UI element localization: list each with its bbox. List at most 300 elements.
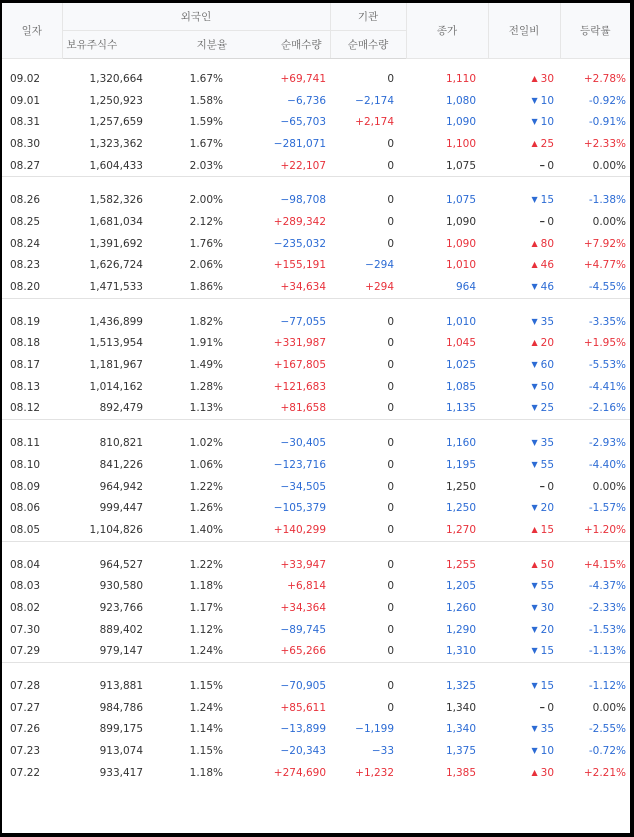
table-row bbox=[2, 376, 630, 398]
cell-price: 1,110 bbox=[445, 72, 477, 85]
dash-icon: ━ bbox=[540, 482, 545, 491]
cell-price: 1,260 bbox=[445, 601, 477, 614]
change-value: 20 bbox=[540, 337, 555, 350]
cell-date: 08.10 bbox=[10, 458, 41, 471]
cell-rate: -3.35% bbox=[588, 315, 627, 328]
table-row bbox=[2, 641, 630, 663]
cell-rate: +1.95% bbox=[583, 337, 627, 350]
cell-rate: -2.16% bbox=[588, 402, 627, 415]
cell-holdings: 999,447 bbox=[99, 502, 143, 515]
cell-ratio: 1.67% bbox=[189, 137, 223, 150]
cell-date: 07.27 bbox=[10, 701, 41, 714]
cell-price: 1,080 bbox=[445, 94, 477, 107]
cell-date: 08.03 bbox=[10, 580, 41, 593]
cell-date: 07.26 bbox=[10, 723, 41, 736]
header-foreign-net: 순매수량 bbox=[235, 31, 330, 59]
cell-holdings: 810,821 bbox=[99, 437, 143, 450]
cell-ratio: 1.24% bbox=[189, 701, 223, 714]
header-price: 종가 bbox=[406, 3, 488, 59]
change-value: 60 bbox=[540, 359, 555, 372]
change-value: 46 bbox=[540, 259, 555, 272]
cell-holdings: 930,580 bbox=[99, 580, 143, 593]
header-holdings: 보유주식수 bbox=[62, 31, 147, 59]
table-row bbox=[2, 233, 630, 255]
cell-inst-net: −33 bbox=[371, 745, 395, 758]
cell-date: 08.26 bbox=[10, 194, 41, 207]
cell-price: 1,255 bbox=[445, 558, 477, 571]
cell-change bbox=[488, 189, 560, 211]
table-row bbox=[2, 155, 630, 177]
cell-ratio: 1.17% bbox=[189, 601, 223, 614]
cell-foreign-net: −65,703 bbox=[280, 116, 327, 129]
cell-price: 1,090 bbox=[445, 215, 477, 228]
triangle-down-icon: ▼ bbox=[531, 724, 538, 734]
cell-holdings: 1,681,034 bbox=[89, 215, 143, 228]
cell-date: 08.06 bbox=[10, 502, 41, 515]
cell-foreign-net: +22,107 bbox=[280, 159, 327, 172]
cell-holdings: 892,479 bbox=[99, 402, 143, 415]
investor-trend-table bbox=[2, 3, 630, 784]
cell-holdings: 964,942 bbox=[99, 480, 143, 493]
triangle-down-icon: ▼ bbox=[531, 282, 538, 292]
table-row bbox=[2, 697, 630, 719]
cell-price: 1,385 bbox=[445, 766, 477, 779]
cell-foreign-net: +140,299 bbox=[273, 523, 327, 536]
cell-ratio: 1.13% bbox=[189, 402, 223, 415]
cell-inst-net: +294 bbox=[365, 281, 395, 294]
cell-holdings: 923,766 bbox=[99, 601, 143, 614]
cell-price: 1,290 bbox=[445, 623, 477, 636]
table-row bbox=[2, 255, 630, 277]
cell-rate: -1.13% bbox=[588, 645, 627, 658]
triangle-down-icon: ▼ bbox=[531, 503, 538, 513]
cell-inst-net: 0 bbox=[387, 623, 395, 636]
cell-holdings: 1,320,664 bbox=[89, 72, 143, 85]
cell-ratio: 1.15% bbox=[189, 680, 223, 693]
cell-date: 09.01 bbox=[10, 94, 41, 107]
table-row bbox=[2, 276, 630, 298]
cell-rate: -2.33% bbox=[588, 601, 627, 614]
cell-holdings: 1,323,362 bbox=[89, 137, 143, 150]
table-row bbox=[2, 111, 630, 133]
table-row bbox=[2, 619, 630, 641]
change-value: 25 bbox=[540, 402, 555, 415]
cell-change bbox=[488, 376, 560, 398]
cell-ratio: 2.00% bbox=[189, 194, 223, 207]
change-value: 15 bbox=[540, 680, 555, 693]
cell-date: 08.11 bbox=[10, 437, 41, 450]
cell-inst-net: 0 bbox=[387, 580, 395, 593]
cell-ratio: 2.06% bbox=[189, 259, 223, 272]
cell-inst-net: +2,174 bbox=[355, 116, 395, 129]
cell-rate: -0.92% bbox=[588, 94, 627, 107]
table-row bbox=[2, 762, 630, 784]
cell-ratio: 1.91% bbox=[189, 337, 223, 350]
cell-date: 08.18 bbox=[10, 337, 41, 350]
cell-holdings: 1,626,724 bbox=[89, 259, 143, 272]
triangle-down-icon: ▼ bbox=[531, 95, 538, 105]
cell-change bbox=[488, 519, 560, 541]
triangle-down-icon: ▼ bbox=[531, 403, 538, 413]
triangle-down-icon: ▼ bbox=[531, 360, 538, 370]
triangle-down-icon: ▼ bbox=[531, 646, 538, 656]
cell-foreign-net: +331,987 bbox=[273, 337, 327, 350]
cell-price: 1,270 bbox=[445, 523, 477, 536]
cell-foreign-net: +6,814 bbox=[287, 580, 327, 593]
dash-icon: ━ bbox=[540, 161, 545, 170]
table-row bbox=[2, 719, 630, 741]
cell-price: 1,250 bbox=[445, 502, 477, 515]
cell-rate: -0.91% bbox=[588, 116, 627, 129]
cell-price: 1,010 bbox=[445, 259, 477, 272]
table-row bbox=[2, 432, 630, 454]
cell-change bbox=[488, 68, 560, 90]
cell-foreign-net: −123,716 bbox=[273, 458, 327, 471]
triangle-down-icon: ▼ bbox=[531, 195, 538, 205]
cell-change bbox=[488, 255, 560, 277]
cell-ratio: 1.28% bbox=[189, 380, 223, 393]
table-row bbox=[2, 519, 630, 541]
cell-change bbox=[488, 211, 560, 233]
table-row bbox=[2, 497, 630, 519]
cell-foreign-net: −281,071 bbox=[273, 137, 327, 150]
cell-date: 07.28 bbox=[10, 680, 41, 693]
cell-holdings: 1,104,826 bbox=[89, 523, 143, 536]
cell-rate: -4.40% bbox=[588, 458, 627, 471]
cell-price: 1,160 bbox=[445, 437, 477, 450]
cell-holdings: 1,257,659 bbox=[89, 116, 143, 129]
stock-investor-table-frame bbox=[2, 3, 630, 833]
cell-date: 08.19 bbox=[10, 315, 41, 328]
cell-foreign-net: +167,805 bbox=[273, 359, 327, 372]
change-value: 10 bbox=[540, 745, 555, 758]
cell-date: 07.22 bbox=[10, 766, 41, 779]
cell-price: 1,085 bbox=[445, 380, 477, 393]
triangle-up-icon: ▲ bbox=[531, 524, 538, 534]
cell-price: 1,090 bbox=[445, 237, 477, 250]
cell-rate: -4.41% bbox=[588, 380, 627, 393]
triangle-down-icon: ▼ bbox=[531, 581, 538, 591]
cell-ratio: 1.15% bbox=[189, 745, 223, 758]
header-change: 전일비 bbox=[488, 3, 560, 59]
cell-rate: 0.00% bbox=[592, 701, 627, 714]
table-row bbox=[2, 476, 630, 498]
cell-date: 08.13 bbox=[10, 380, 41, 393]
change-value: 20 bbox=[540, 623, 555, 636]
cell-change bbox=[488, 476, 560, 498]
cell-foreign-net: +65,266 bbox=[280, 645, 327, 658]
cell-rate: +7.92% bbox=[583, 237, 627, 250]
cell-foreign-net: +34,364 bbox=[280, 601, 327, 614]
cell-ratio: 1.67% bbox=[189, 72, 223, 85]
cell-inst-net: 0 bbox=[387, 437, 395, 450]
table-header bbox=[2, 3, 630, 59]
group-separator bbox=[2, 541, 630, 554]
cell-holdings: 1,582,326 bbox=[89, 194, 143, 207]
cell-change bbox=[488, 762, 560, 784]
cell-price: 1,075 bbox=[445, 194, 477, 207]
cell-inst-net: 0 bbox=[387, 194, 395, 207]
cell-change bbox=[488, 719, 560, 741]
table-row bbox=[2, 354, 630, 376]
change-value: 20 bbox=[540, 502, 555, 515]
cell-rate: +2.33% bbox=[583, 137, 627, 150]
cell-change bbox=[488, 432, 560, 454]
cell-inst-net: 0 bbox=[387, 523, 395, 536]
cell-rate: +1.20% bbox=[583, 523, 627, 536]
change-value: 15 bbox=[540, 645, 555, 658]
cell-holdings: 1,391,692 bbox=[89, 237, 143, 250]
cell-rate: -2.93% bbox=[588, 437, 627, 450]
change-value: 35 bbox=[540, 315, 555, 328]
triangle-up-icon: ▲ bbox=[531, 559, 538, 569]
cell-holdings: 984,786 bbox=[99, 701, 143, 714]
triangle-down-icon: ▼ bbox=[531, 681, 538, 691]
cell-ratio: 1.18% bbox=[189, 766, 223, 779]
cell-inst-net: 0 bbox=[387, 645, 395, 658]
cell-change bbox=[488, 90, 560, 112]
cell-holdings: 841,226 bbox=[99, 458, 143, 471]
cell-holdings: 899,175 bbox=[99, 723, 143, 736]
cell-price: 964 bbox=[455, 281, 477, 294]
cell-ratio: 1.58% bbox=[189, 94, 223, 107]
cell-change bbox=[488, 740, 560, 762]
change-value: 0 bbox=[547, 480, 555, 493]
cell-price: 1,195 bbox=[445, 458, 477, 471]
cell-change bbox=[488, 233, 560, 255]
group-separator bbox=[2, 298, 630, 311]
table-row bbox=[2, 454, 630, 476]
cell-price: 1,075 bbox=[445, 159, 477, 172]
cell-inst-net: −294 bbox=[365, 259, 395, 272]
table-row bbox=[2, 133, 630, 155]
cell-date: 08.17 bbox=[10, 359, 41, 372]
cell-inst-net: +1,232 bbox=[355, 766, 395, 779]
cell-rate: +2.78% bbox=[583, 72, 627, 85]
header-institution: 기관 bbox=[330, 3, 406, 31]
cell-change bbox=[488, 311, 560, 333]
change-value: 46 bbox=[540, 281, 555, 294]
cell-rate: +4.15% bbox=[583, 558, 627, 571]
cell-foreign-net: +34,634 bbox=[280, 281, 327, 294]
cell-rate: 0.00% bbox=[592, 159, 627, 172]
cell-change bbox=[488, 155, 560, 177]
cell-price: 1,375 bbox=[445, 745, 477, 758]
cell-foreign-net: +85,611 bbox=[280, 701, 327, 714]
cell-rate: -1.12% bbox=[588, 680, 627, 693]
change-value: 50 bbox=[540, 558, 555, 571]
cell-ratio: 2.12% bbox=[189, 215, 223, 228]
cell-ratio: 2.03% bbox=[189, 159, 223, 172]
cell-rate: -1.38% bbox=[588, 194, 627, 207]
cell-inst-net: 0 bbox=[387, 359, 395, 372]
cell-foreign-net: −98,708 bbox=[280, 194, 327, 207]
change-value: 10 bbox=[540, 116, 555, 129]
cell-price: 1,340 bbox=[445, 701, 477, 714]
table-body bbox=[2, 59, 630, 784]
cell-change bbox=[488, 554, 560, 576]
table-row bbox=[2, 90, 630, 112]
cell-rate: -1.57% bbox=[588, 502, 627, 515]
cell-change bbox=[488, 354, 560, 376]
cell-ratio: 1.82% bbox=[189, 315, 223, 328]
cell-date: 08.02 bbox=[10, 601, 41, 614]
table-row bbox=[2, 675, 630, 697]
cell-ratio: 1.59% bbox=[189, 116, 223, 129]
cell-ratio: 1.26% bbox=[189, 502, 223, 515]
triangle-down-icon: ▼ bbox=[531, 624, 538, 634]
cell-rate: 0.00% bbox=[592, 215, 627, 228]
cell-date: 07.23 bbox=[10, 745, 41, 758]
cell-holdings: 913,881 bbox=[99, 680, 143, 693]
triangle-down-icon: ▼ bbox=[531, 459, 538, 469]
cell-rate: -5.53% bbox=[588, 359, 627, 372]
cell-foreign-net: −13,899 bbox=[280, 723, 327, 736]
cell-holdings: 1,181,967 bbox=[89, 359, 143, 372]
cell-change bbox=[488, 333, 560, 355]
cell-holdings: 979,147 bbox=[99, 645, 143, 658]
header-rate: 등락률 bbox=[560, 3, 630, 59]
cell-change bbox=[488, 675, 560, 697]
cell-date: 08.09 bbox=[10, 480, 41, 493]
triangle-down-icon: ▼ bbox=[531, 746, 538, 756]
cell-ratio: 1.06% bbox=[189, 458, 223, 471]
cell-inst-net: 0 bbox=[387, 680, 395, 693]
cell-ratio: 1.22% bbox=[189, 480, 223, 493]
header-inst-net: 순매수량 bbox=[330, 31, 406, 59]
cell-ratio: 1.14% bbox=[189, 723, 223, 736]
change-value: 15 bbox=[540, 194, 555, 207]
triangle-up-icon: ▲ bbox=[531, 73, 538, 83]
table-row bbox=[2, 311, 630, 333]
cell-inst-net: 0 bbox=[387, 502, 395, 515]
triangle-up-icon: ▲ bbox=[531, 238, 538, 248]
triangle-down-icon: ▼ bbox=[531, 602, 538, 612]
cell-price: 1,325 bbox=[445, 680, 477, 693]
change-value: 15 bbox=[540, 523, 555, 536]
cell-date: 08.30 bbox=[10, 137, 41, 150]
cell-price: 1,310 bbox=[445, 645, 477, 658]
table-row bbox=[2, 575, 630, 597]
triangle-down-icon: ▼ bbox=[531, 438, 538, 448]
triangle-up-icon: ▲ bbox=[531, 767, 538, 777]
cell-change bbox=[488, 697, 560, 719]
cell-holdings: 933,417 bbox=[99, 766, 143, 779]
cell-inst-net: 0 bbox=[387, 337, 395, 350]
cell-foreign-net: −20,343 bbox=[280, 745, 327, 758]
change-value: 80 bbox=[540, 237, 555, 250]
cell-date: 07.30 bbox=[10, 623, 41, 636]
cell-date: 08.12 bbox=[10, 402, 41, 415]
cell-date: 09.02 bbox=[10, 72, 41, 85]
group-separator bbox=[2, 420, 630, 433]
cell-rate: +4.77% bbox=[583, 259, 627, 272]
dash-icon: ━ bbox=[540, 703, 545, 712]
cell-change bbox=[488, 454, 560, 476]
dash-icon: ━ bbox=[540, 217, 545, 226]
change-value: 30 bbox=[540, 766, 555, 779]
triangle-up-icon: ▲ bbox=[531, 260, 538, 270]
group-separator bbox=[2, 177, 630, 190]
header-ratio: 지분율 bbox=[147, 31, 235, 59]
cell-inst-net: 0 bbox=[387, 159, 395, 172]
cell-foreign-net: +155,191 bbox=[273, 259, 327, 272]
group-separator bbox=[2, 663, 630, 676]
cell-change bbox=[488, 398, 560, 420]
change-value: 0 bbox=[547, 701, 555, 714]
cell-change bbox=[488, 641, 560, 663]
cell-foreign-net: +121,683 bbox=[273, 380, 327, 393]
triangle-down-icon: ▼ bbox=[531, 117, 538, 127]
table-row bbox=[2, 68, 630, 90]
cell-holdings: 1,513,954 bbox=[89, 337, 143, 350]
cell-inst-net: 0 bbox=[387, 380, 395, 393]
cell-price: 1,045 bbox=[445, 337, 477, 350]
cell-inst-net: 0 bbox=[387, 72, 395, 85]
cell-inst-net: 0 bbox=[387, 315, 395, 328]
table-row bbox=[2, 597, 630, 619]
cell-holdings: 889,402 bbox=[99, 623, 143, 636]
cell-change bbox=[488, 133, 560, 155]
change-value: 25 bbox=[540, 137, 555, 150]
cell-foreign-net: −89,745 bbox=[280, 623, 327, 636]
cell-rate: 0.00% bbox=[592, 480, 627, 493]
cell-price: 1,340 bbox=[445, 723, 477, 736]
cell-change bbox=[488, 575, 560, 597]
cell-ratio: 1.86% bbox=[189, 281, 223, 294]
cell-foreign-net: −235,032 bbox=[273, 237, 327, 250]
cell-holdings: 1,604,433 bbox=[89, 159, 143, 172]
header-date: 일자 bbox=[2, 3, 62, 59]
cell-date: 08.25 bbox=[10, 215, 41, 228]
cell-date: 08.05 bbox=[10, 523, 41, 536]
cell-change bbox=[488, 597, 560, 619]
cell-date: 08.20 bbox=[10, 281, 41, 294]
change-value: 30 bbox=[540, 72, 555, 85]
cell-ratio: 1.76% bbox=[189, 237, 223, 250]
cell-price: 1,090 bbox=[445, 116, 477, 129]
change-value: 50 bbox=[540, 380, 555, 393]
change-value: 0 bbox=[547, 159, 555, 172]
cell-foreign-net: +289,342 bbox=[273, 215, 327, 228]
change-value: 55 bbox=[540, 580, 555, 593]
change-value: 35 bbox=[540, 723, 555, 736]
cell-holdings: 1,014,162 bbox=[89, 380, 143, 393]
cell-ratio: 1.49% bbox=[189, 359, 223, 372]
cell-inst-net: 0 bbox=[387, 237, 395, 250]
cell-date: 08.23 bbox=[10, 259, 41, 272]
cell-change bbox=[488, 497, 560, 519]
change-value: 0 bbox=[547, 215, 555, 228]
cell-inst-net: 0 bbox=[387, 402, 395, 415]
triangle-down-icon: ▼ bbox=[531, 381, 538, 391]
triangle-down-icon: ▼ bbox=[531, 316, 538, 326]
cell-rate: -0.72% bbox=[588, 745, 627, 758]
cell-holdings: 1,250,923 bbox=[89, 94, 143, 107]
cell-foreign-net: −70,905 bbox=[280, 680, 327, 693]
change-value: 10 bbox=[540, 94, 555, 107]
cell-ratio: 1.24% bbox=[189, 645, 223, 658]
cell-ratio: 1.02% bbox=[189, 437, 223, 450]
cell-holdings: 913,074 bbox=[99, 745, 143, 758]
table-row bbox=[2, 554, 630, 576]
cell-inst-net: −2,174 bbox=[355, 94, 395, 107]
cell-inst-net: −1,199 bbox=[355, 723, 395, 736]
table-row bbox=[2, 211, 630, 233]
cell-ratio: 1.40% bbox=[189, 523, 223, 536]
cell-holdings: 1,471,533 bbox=[89, 281, 143, 294]
change-value: 30 bbox=[540, 601, 555, 614]
